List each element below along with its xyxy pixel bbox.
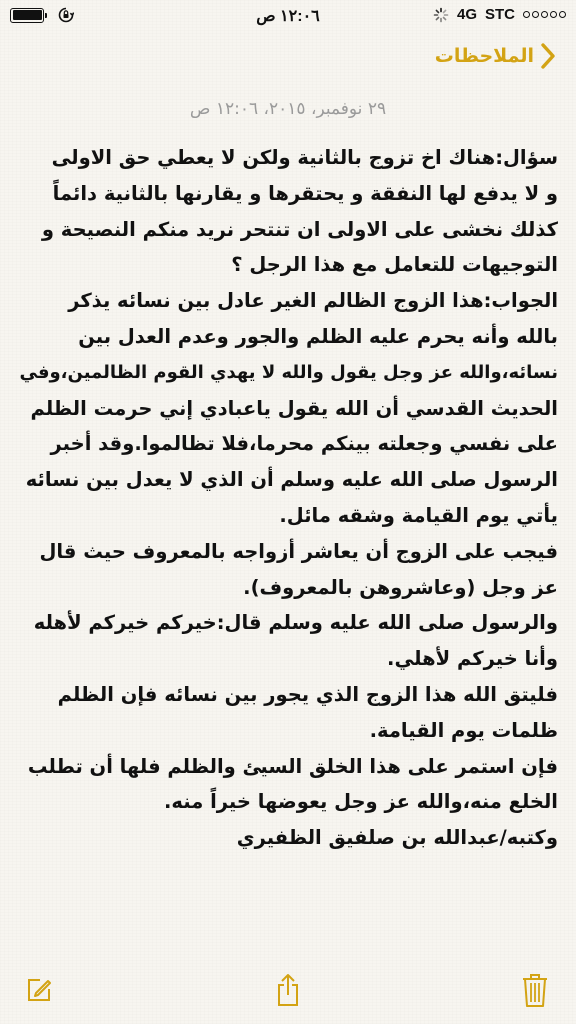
note-line: نسائه،والله عز وجل يقول والله لا يهدي القوم الظالمين،وفي bbox=[19, 361, 558, 383]
bottom-toolbar bbox=[0, 958, 576, 1024]
status-left bbox=[10, 7, 74, 23]
note-body[interactable] bbox=[18, 140, 558, 856]
back-button-label: الملاحظات bbox=[434, 45, 534, 67]
chevron-back-icon bbox=[540, 42, 556, 70]
note-line: الحديث القدسي أن الله يقول ياعبادي إني حرمت الظلم bbox=[30, 396, 558, 420]
loading-spinner-icon bbox=[433, 7, 449, 23]
share-icon bbox=[273, 973, 303, 1007]
note-line: ظلمات يوم القيامة. bbox=[369, 718, 558, 742]
carrier-name: STC bbox=[485, 6, 515, 23]
status-time: ١٢:٠٦ ص bbox=[256, 8, 320, 25]
signal-dot bbox=[523, 11, 530, 18]
delete-button[interactable] bbox=[518, 970, 552, 1010]
note-date: ٢٩ نوفمبر، ٢٠١٥، ١٢:٠٦ ص bbox=[189, 99, 387, 119]
trash-icon bbox=[520, 972, 550, 1008]
network-type: 4G bbox=[456, 6, 477, 23]
signal-dot bbox=[541, 11, 548, 18]
battery-level bbox=[13, 10, 42, 20]
rotation-lock-icon bbox=[58, 7, 74, 23]
note-line: الجواب:هذا الزوج الظالم الغير عادل بين نسائه يذكر bbox=[68, 289, 558, 313]
note-line: الخلع منه،والله عز وجل يعوضها خيراً منه. bbox=[164, 790, 558, 814]
back-button[interactable] bbox=[435, 42, 556, 70]
note-line: فيجب على الزوج أن يعاشر أزواجه بالمعروف حيث قال bbox=[39, 539, 558, 563]
signal-dot bbox=[559, 11, 566, 18]
note-line: وكتبه/عبدالله بن صلفيق الظفيري bbox=[236, 826, 558, 850]
battery-icon bbox=[10, 8, 44, 23]
note-line: الرسول صلى الله عليه وسلم أن الذي لا يعدل بين نسائه bbox=[25, 468, 558, 492]
note-line: وأنا خيركم لأهلي. bbox=[387, 647, 558, 671]
note-line: بالله وأنه يحرم عليه الظلم والجور وعدم العدل بين bbox=[78, 324, 558, 348]
signal-dot bbox=[532, 11, 539, 18]
signal-dot bbox=[550, 11, 557, 18]
note-line: على نفسي وجعلته بينكم محرما،فلا تظالموا.وقد أخبر bbox=[50, 432, 558, 456]
signal-strength-icon bbox=[523, 11, 566, 18]
note-line: فإن استمر على هذا الخلق السيئ والظلم فلها أن تطلب bbox=[27, 754, 558, 778]
note-line: سؤال:هناك اخ تزوج بالثانية ولكن لا يعطي حق الاولى bbox=[51, 146, 558, 169]
note-line: التوجيهات للتعامل مع هذا الرجل ؟ bbox=[231, 253, 558, 277]
status-bar bbox=[0, 0, 576, 34]
note-line: والرسول صلى الله عليه وسلم قال:خيركم خيركم لأهله bbox=[33, 611, 558, 635]
note-line: كذلك نخشى على الاولى ان تنتحر نريد منكم النصيحة و bbox=[41, 217, 558, 241]
status-right bbox=[433, 6, 566, 23]
note-line: فليتق الله هذا الزوج الذي يجور بين نسائه فإن الظلم bbox=[57, 682, 558, 706]
note-line: عز وجل (وعاشروهن بالمعروف). bbox=[243, 575, 558, 599]
share-button[interactable] bbox=[271, 970, 305, 1010]
note-line: يأتي يوم القيامة وشقه مائل. bbox=[279, 503, 558, 527]
compose-button[interactable] bbox=[22, 970, 56, 1010]
compose-icon bbox=[24, 975, 54, 1005]
note-line: و لا يدفع لها النفقة و يحتقرها و يقارنها بالثانية دائماً bbox=[52, 181, 558, 205]
